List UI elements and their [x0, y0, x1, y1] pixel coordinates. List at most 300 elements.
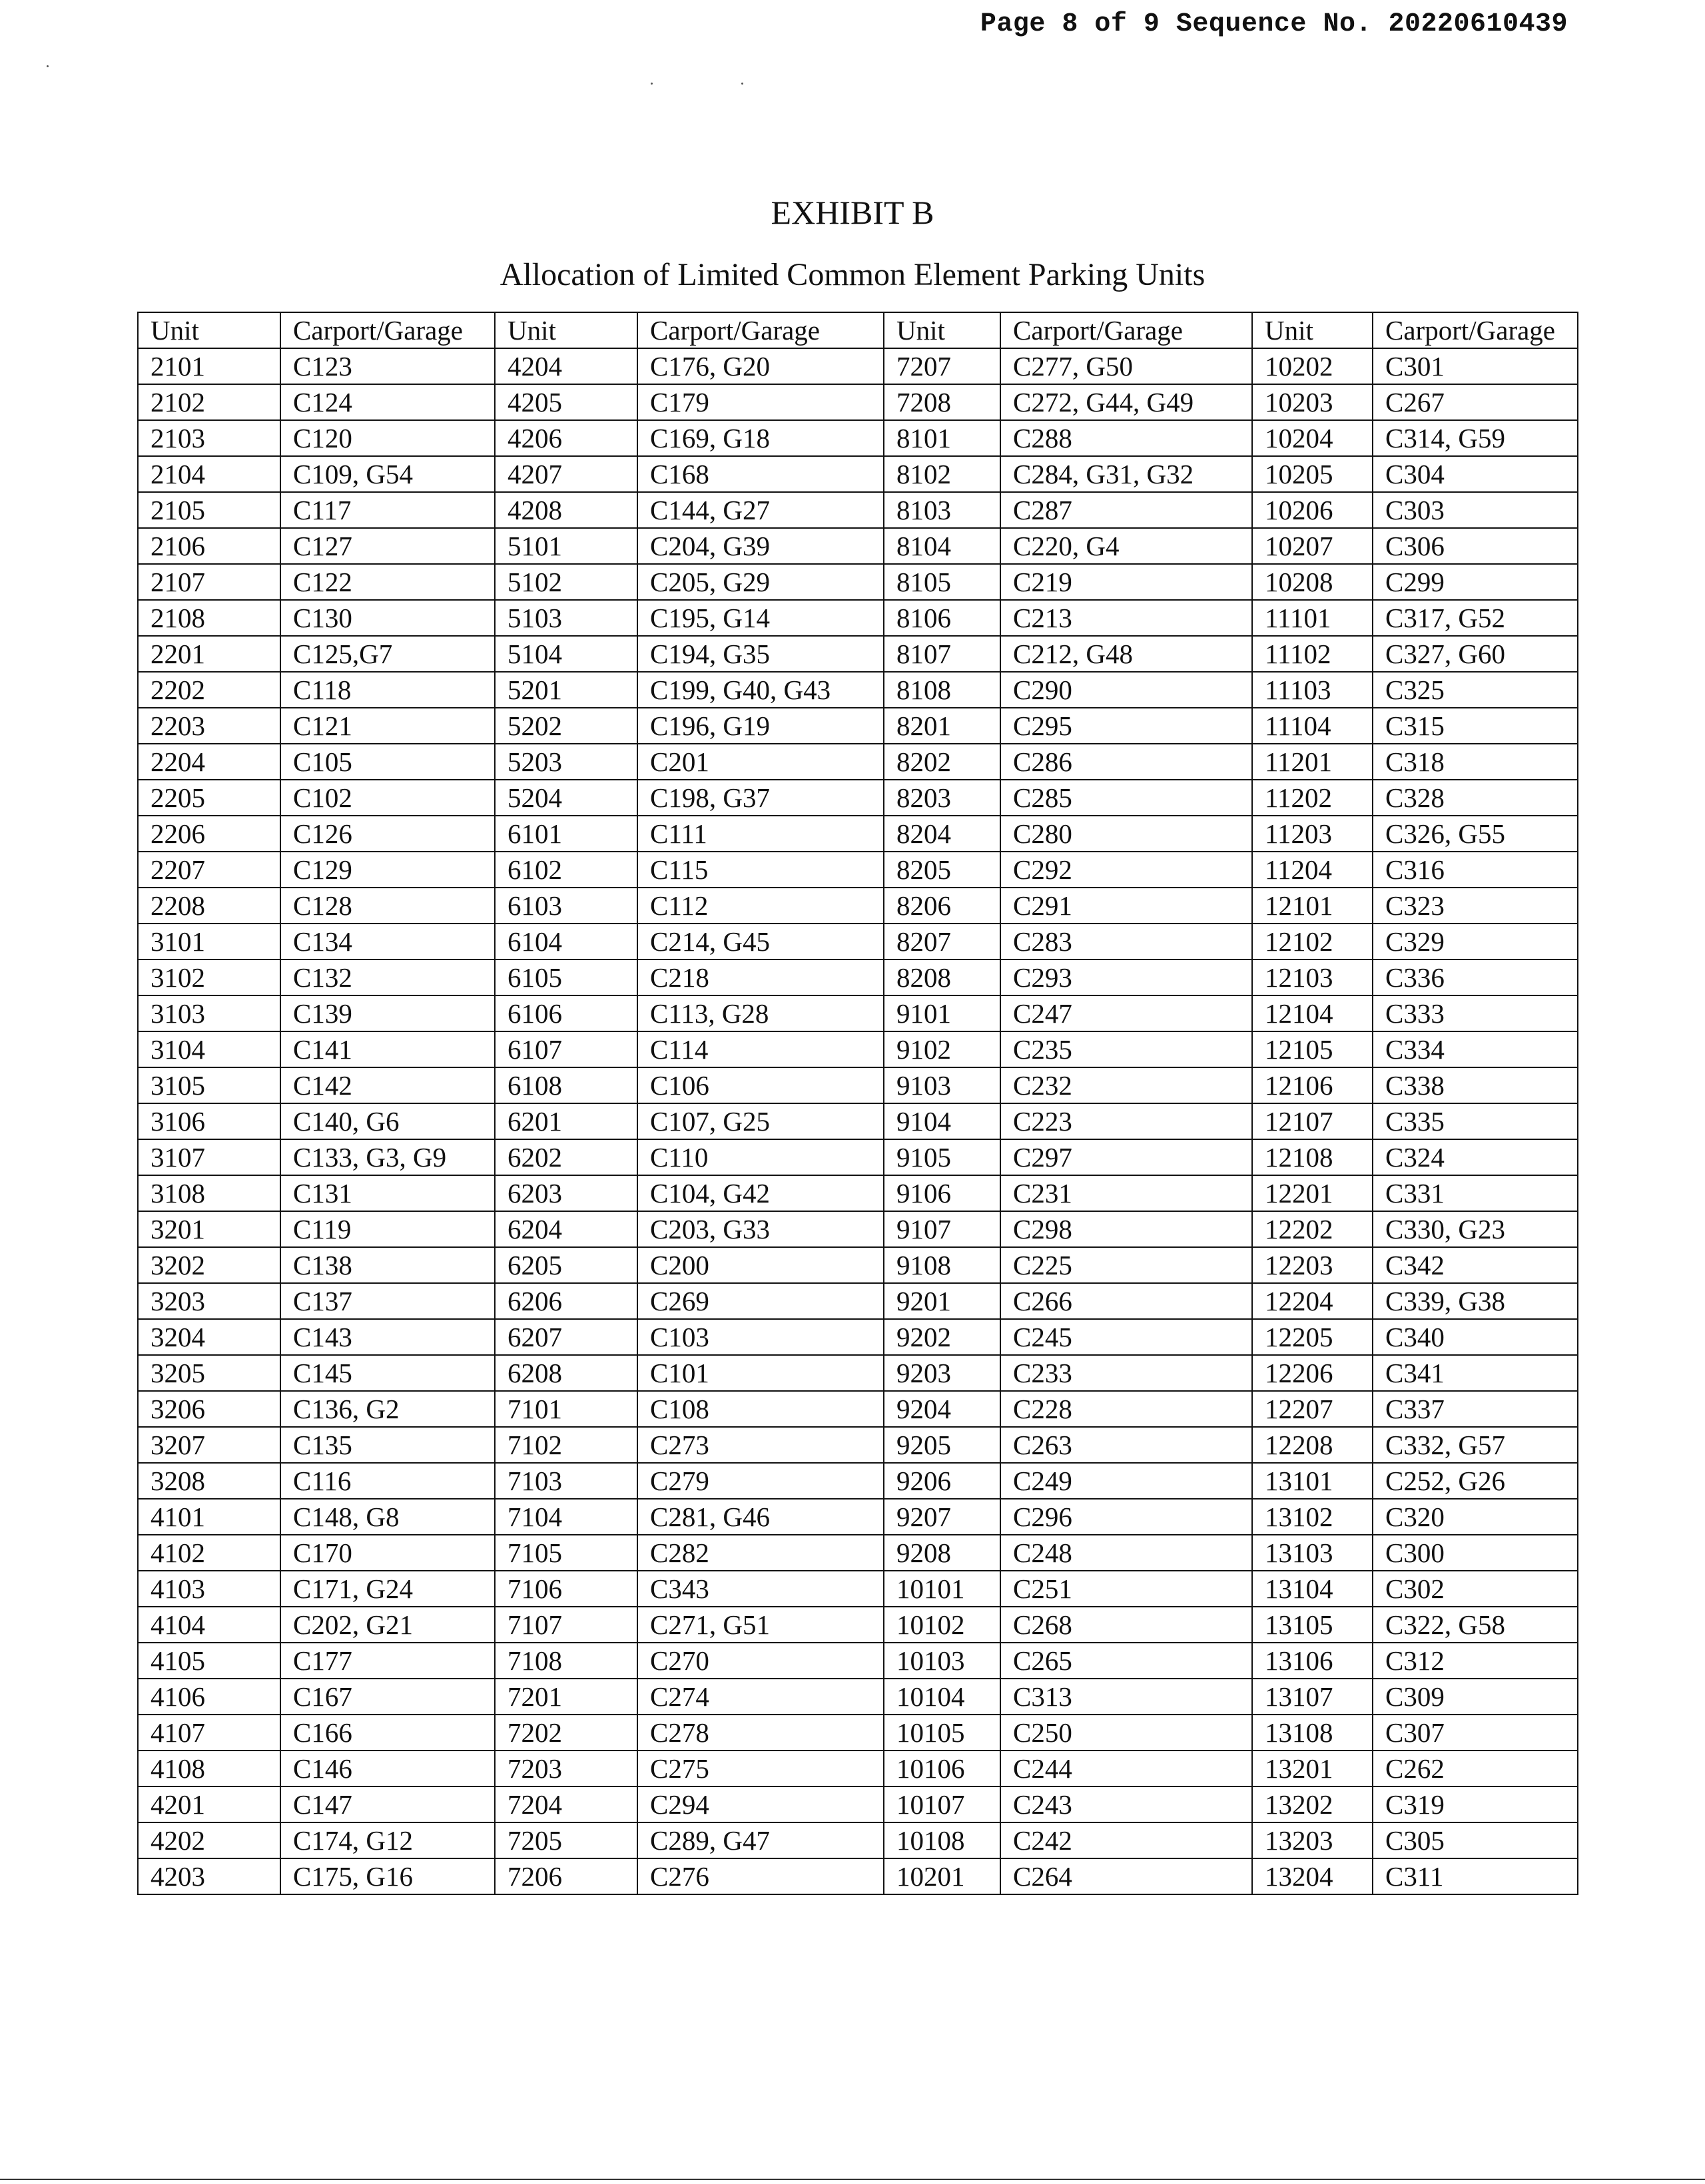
table-row: [138, 528, 1578, 564]
unit-cell: 6202: [495, 1139, 637, 1175]
unit-cell: 4207: [495, 456, 637, 492]
unit-cell: 6204: [495, 1211, 637, 1247]
carport-garage-cell: C313: [1000, 1679, 1252, 1715]
unit-cell: 8203: [884, 780, 1000, 816]
table-row: [138, 1715, 1578, 1751]
unit-cell: 13103: [1252, 1535, 1373, 1571]
carport-garage-cell: C134: [280, 924, 495, 959]
carport-garage-cell: C316: [1373, 852, 1578, 888]
carport-garage-cell: C167: [280, 1679, 495, 1715]
carport-garage-cell: C112: [637, 888, 884, 924]
unit-cell: 5102: [495, 564, 637, 600]
unit-cell: 7203: [495, 1751, 637, 1786]
carport-garage-cell: C340: [1373, 1319, 1578, 1355]
carport-garage-cell: C279: [637, 1463, 884, 1499]
carport-garage-cell: C136, G2: [280, 1391, 495, 1427]
carport-garage-cell: C292: [1000, 852, 1252, 888]
carport-garage-cell: C272, G44, G49: [1000, 384, 1252, 420]
table-row: [138, 564, 1578, 600]
unit-cell: 8207: [884, 924, 1000, 959]
carport-garage-cell: C320: [1373, 1499, 1578, 1535]
carport-garage-cell: C194, G35: [637, 636, 884, 672]
carport-garage-cell: C290: [1000, 672, 1252, 708]
carport-garage-cell: C291: [1000, 888, 1252, 924]
unit-cell: 7201: [495, 1679, 637, 1715]
table-row: [138, 1571, 1578, 1607]
unit-cell: 4204: [495, 348, 637, 384]
unit-cell: 10202: [1252, 348, 1373, 384]
unit-cell: 6108: [495, 1067, 637, 1103]
unit-cell: 4208: [495, 492, 637, 528]
carport-garage-cell: C337: [1373, 1391, 1578, 1427]
unit-cell: 9107: [884, 1211, 1000, 1247]
scan-speck: [47, 65, 49, 67]
unit-cell: 10201: [884, 1858, 1000, 1894]
carport-garage-cell: C176, G20: [637, 348, 884, 384]
carport-garage-cell: C119: [280, 1211, 495, 1247]
carport-garage-cell: C334: [1373, 1031, 1578, 1067]
table-row: [138, 1103, 1578, 1139]
carport-garage-cell: C294: [637, 1786, 884, 1822]
carport-garage-cell: C117: [280, 492, 495, 528]
unit-cell: 9102: [884, 1031, 1000, 1067]
carport-garage-cell: C275: [637, 1751, 884, 1786]
unit-cell: 3206: [138, 1391, 280, 1427]
carport-garage-cell: C130: [280, 600, 495, 636]
unit-cell: 12103: [1252, 959, 1373, 995]
unit-cell: 9208: [884, 1535, 1000, 1571]
unit-cell: 7204: [495, 1786, 637, 1822]
unit-cell: 4106: [138, 1679, 280, 1715]
carport-garage-cell: C314, G59: [1373, 420, 1578, 456]
table-row: [138, 1499, 1578, 1535]
unit-cell: 12108: [1252, 1139, 1373, 1175]
carport-garage-cell: C143: [280, 1319, 495, 1355]
table-row: [138, 959, 1578, 995]
page-bottom-edge: [0, 2179, 1705, 2180]
unit-cell: 13102: [1252, 1499, 1373, 1535]
table-row: [138, 1391, 1578, 1427]
table-row: [138, 636, 1578, 672]
carport-garage-cell: C177: [280, 1643, 495, 1679]
unit-cell: 3204: [138, 1319, 280, 1355]
carport-garage-cell: C202, G21: [280, 1607, 495, 1643]
carport-garage-cell: C243: [1000, 1786, 1252, 1822]
unit-cell: 12106: [1252, 1067, 1373, 1103]
unit-cell: 5104: [495, 636, 637, 672]
unit-cell: 9108: [884, 1247, 1000, 1283]
carport-garage-cell: C278: [637, 1715, 884, 1751]
table-row: [138, 924, 1578, 959]
unit-cell: 4102: [138, 1535, 280, 1571]
unit-cell: 10103: [884, 1643, 1000, 1679]
carport-garage-cell: C113, G28: [637, 995, 884, 1031]
unit-cell: 13108: [1252, 1715, 1373, 1751]
carport-garage-cell: C101: [637, 1355, 884, 1391]
unit-cell: 2204: [138, 744, 280, 780]
carport-garage-cell: C322, G58: [1373, 1607, 1578, 1643]
unit-cell: 2106: [138, 528, 280, 564]
unit-cell: 10206: [1252, 492, 1373, 528]
carport-garage-cell: C277, G50: [1000, 348, 1252, 384]
unit-cell: 6207: [495, 1319, 637, 1355]
unit-cell: 10203: [1252, 384, 1373, 420]
unit-cell: 12207: [1252, 1391, 1373, 1427]
table-row: [138, 1247, 1578, 1283]
table-row: [138, 384, 1578, 420]
unit-cell: 8104: [884, 528, 1000, 564]
carport-garage-cell: C179: [637, 384, 884, 420]
unit-cell: 12202: [1252, 1211, 1373, 1247]
unit-cell: 4203: [138, 1858, 280, 1894]
table-row: [138, 1427, 1578, 1463]
unit-cell: 4104: [138, 1607, 280, 1643]
carport-garage-cell: C232: [1000, 1067, 1252, 1103]
unit-cell: 9204: [884, 1391, 1000, 1427]
unit-cell: 8108: [884, 672, 1000, 708]
unit-cell: 6102: [495, 852, 637, 888]
unit-cell: 3203: [138, 1283, 280, 1319]
unit-cell: 13106: [1252, 1643, 1373, 1679]
carport-garage-cell: C107, G25: [637, 1103, 884, 1139]
table-row: [138, 1463, 1578, 1499]
carport-garage-cell: C126: [280, 816, 495, 852]
unit-cell: 12208: [1252, 1427, 1373, 1463]
unit-cell: 2108: [138, 600, 280, 636]
table-row: [138, 1679, 1578, 1715]
column-header: Carport/Garage: [280, 312, 495, 348]
unit-cell: 5202: [495, 708, 637, 744]
unit-cell: 9203: [884, 1355, 1000, 1391]
carport-garage-cell: C283: [1000, 924, 1252, 959]
carport-garage-cell: C171, G24: [280, 1571, 495, 1607]
unit-cell: 3202: [138, 1247, 280, 1283]
carport-garage-cell: C336: [1373, 959, 1578, 995]
carport-garage-cell: C131: [280, 1175, 495, 1211]
carport-garage-cell: C282: [637, 1535, 884, 1571]
unit-cell: 10205: [1252, 456, 1373, 492]
carport-garage-cell: C331: [1373, 1175, 1578, 1211]
table-row: [138, 1175, 1578, 1211]
table-row: [138, 1751, 1578, 1786]
carport-garage-cell: C329: [1373, 924, 1578, 959]
unit-cell: 11204: [1252, 852, 1373, 888]
carport-garage-cell: C325: [1373, 672, 1578, 708]
unit-cell: 2208: [138, 888, 280, 924]
carport-garage-cell: C339, G38: [1373, 1283, 1578, 1319]
column-header: Unit: [495, 312, 637, 348]
carport-garage-cell: C245: [1000, 1319, 1252, 1355]
carport-garage-cell: C175, G16: [280, 1858, 495, 1894]
carport-garage-cell: C335: [1373, 1103, 1578, 1139]
carport-garage-cell: C306: [1373, 528, 1578, 564]
unit-cell: 9207: [884, 1499, 1000, 1535]
carport-garage-cell: C307: [1373, 1715, 1578, 1751]
table-row: [138, 1355, 1578, 1391]
carport-garage-cell: C281, G46: [637, 1499, 884, 1535]
unit-cell: 3104: [138, 1031, 280, 1067]
page-subtitle: Allocation of Limited Common Element Parking Units: [500, 257, 1205, 292]
carport-garage-cell: C205, G29: [637, 564, 884, 600]
unit-cell: 6201: [495, 1103, 637, 1139]
table-row: [138, 708, 1578, 744]
unit-cell: 3101: [138, 924, 280, 959]
unit-cell: 8105: [884, 564, 1000, 600]
unit-cell: 10207: [1252, 528, 1373, 564]
unit-cell: 8106: [884, 600, 1000, 636]
unit-cell: 3201: [138, 1211, 280, 1247]
carport-garage-cell: C299: [1373, 564, 1578, 600]
carport-garage-cell: C146: [280, 1751, 495, 1786]
carport-garage-cell: C266: [1000, 1283, 1252, 1319]
column-header: Unit: [138, 312, 280, 348]
unit-cell: 2102: [138, 384, 280, 420]
carport-garage-cell: C137: [280, 1283, 495, 1319]
unit-cell: 7106: [495, 1571, 637, 1607]
unit-cell: 6206: [495, 1283, 637, 1319]
unit-cell: 5201: [495, 672, 637, 708]
carport-garage-cell: C170: [280, 1535, 495, 1571]
unit-cell: 8102: [884, 456, 1000, 492]
carport-garage-cell: C248: [1000, 1535, 1252, 1571]
carport-garage-cell: C280: [1000, 816, 1252, 852]
unit-cell: 6208: [495, 1355, 637, 1391]
carport-garage-cell: C104, G42: [637, 1175, 884, 1211]
carport-garage-cell: C169, G18: [637, 420, 884, 456]
carport-garage-cell: C144, G27: [637, 492, 884, 528]
carport-garage-cell: C108: [637, 1391, 884, 1427]
carport-garage-cell: C270: [637, 1643, 884, 1679]
carport-garage-cell: C148, G8: [280, 1499, 495, 1535]
carport-garage-cell: C242: [1000, 1822, 1252, 1858]
unit-cell: 5103: [495, 600, 637, 636]
carport-garage-cell: C105: [280, 744, 495, 780]
carport-garage-cell: C138: [280, 1247, 495, 1283]
unit-cell: 10106: [884, 1751, 1000, 1786]
table-row: [138, 492, 1578, 528]
unit-cell: 2105: [138, 492, 280, 528]
unit-cell: 10104: [884, 1679, 1000, 1715]
carport-garage-cell: C204, G39: [637, 528, 884, 564]
carport-garage-cell: C295: [1000, 708, 1252, 744]
carport-garage-cell: C114: [637, 1031, 884, 1067]
carport-garage-cell: C247: [1000, 995, 1252, 1031]
carport-garage-cell: C103: [637, 1319, 884, 1355]
unit-cell: 9202: [884, 1319, 1000, 1355]
table-row: [138, 1283, 1578, 1319]
unit-cell: 12201: [1252, 1175, 1373, 1211]
unit-cell: 9205: [884, 1427, 1000, 1463]
carport-garage-cell: C284, G31, G32: [1000, 456, 1252, 492]
unit-cell: 4101: [138, 1499, 280, 1535]
unit-cell: 6205: [495, 1247, 637, 1283]
unit-cell: 11103: [1252, 672, 1373, 708]
table-row: [138, 600, 1578, 636]
unit-cell: 12204: [1252, 1283, 1373, 1319]
unit-cell: 11101: [1252, 600, 1373, 636]
carport-garage-cell: C317, G52: [1373, 600, 1578, 636]
carport-garage-cell: C338: [1373, 1067, 1578, 1103]
carport-garage-cell: C231: [1000, 1175, 1252, 1211]
column-header: Carport/Garage: [1000, 312, 1252, 348]
carport-garage-cell: C287: [1000, 492, 1252, 528]
carport-garage-cell: C305: [1373, 1822, 1578, 1858]
carport-garage-cell: C303: [1373, 492, 1578, 528]
unit-cell: 2207: [138, 852, 280, 888]
carport-garage-cell: C286: [1000, 744, 1252, 780]
unit-cell: 8208: [884, 959, 1000, 995]
carport-garage-cell: C142: [280, 1067, 495, 1103]
carport-garage-cell: C201: [637, 744, 884, 780]
carport-garage-cell: C265: [1000, 1643, 1252, 1679]
unit-cell: 10102: [884, 1607, 1000, 1643]
unit-cell: 11203: [1252, 816, 1373, 852]
unit-cell: 12107: [1252, 1103, 1373, 1139]
unit-cell: 8107: [884, 636, 1000, 672]
carport-garage-cell: C274: [637, 1679, 884, 1715]
carport-garage-cell: C319: [1373, 1786, 1578, 1822]
carport-garage-cell: C252, G26: [1373, 1463, 1578, 1499]
table-header-row: [138, 312, 1578, 348]
unit-cell: 3207: [138, 1427, 280, 1463]
carport-garage-cell: C264: [1000, 1858, 1252, 1894]
carport-garage-cell: C120: [280, 420, 495, 456]
carport-garage-cell: C311: [1373, 1858, 1578, 1894]
carport-garage-cell: C166: [280, 1715, 495, 1751]
table-row: [138, 1643, 1578, 1679]
unit-cell: 8202: [884, 744, 1000, 780]
carport-garage-cell: C324: [1373, 1139, 1578, 1175]
carport-garage-cell: C218: [637, 959, 884, 995]
carport-garage-cell: C323: [1373, 888, 1578, 924]
unit-cell: 4205: [495, 384, 637, 420]
carport-garage-cell: C343: [637, 1571, 884, 1607]
carport-garage-cell: C125,G7: [280, 636, 495, 672]
table-row: [138, 1607, 1578, 1643]
unit-cell: 10208: [1252, 564, 1373, 600]
unit-cell: 12205: [1252, 1319, 1373, 1355]
unit-cell: 3105: [138, 1067, 280, 1103]
carport-garage-cell: C213: [1000, 600, 1252, 636]
carport-garage-cell: C168: [637, 456, 884, 492]
scan-speck: [651, 83, 653, 85]
carport-garage-cell: C250: [1000, 1715, 1252, 1751]
unit-cell: 8204: [884, 816, 1000, 852]
unit-cell: 11202: [1252, 780, 1373, 816]
carport-garage-cell: C199, G40, G43: [637, 672, 884, 708]
unit-cell: 4202: [138, 1822, 280, 1858]
carport-garage-cell: C116: [280, 1463, 495, 1499]
unit-cell: 5204: [495, 780, 637, 816]
unit-cell: 11104: [1252, 708, 1373, 744]
column-header: Carport/Garage: [1373, 312, 1578, 348]
carport-garage-cell: C298: [1000, 1211, 1252, 1247]
table-row: [138, 852, 1578, 888]
unit-cell: 10105: [884, 1715, 1000, 1751]
unit-cell: 4108: [138, 1751, 280, 1786]
table-row: [138, 1031, 1578, 1067]
carport-garage-cell: C128: [280, 888, 495, 924]
carport-garage-cell: C276: [637, 1858, 884, 1894]
carport-garage-cell: C293: [1000, 959, 1252, 995]
unit-cell: 10204: [1252, 420, 1373, 456]
carport-garage-cell: C228: [1000, 1391, 1252, 1427]
table-row: [138, 1535, 1578, 1571]
carport-garage-cell: C233: [1000, 1355, 1252, 1391]
carport-garage-cell: C223: [1000, 1103, 1252, 1139]
carport-garage-cell: C309: [1373, 1679, 1578, 1715]
table-row: [138, 1211, 1578, 1247]
carport-garage-cell: C133, G3, G9: [280, 1139, 495, 1175]
carport-garage-cell: C127: [280, 528, 495, 564]
unit-cell: 4201: [138, 1786, 280, 1822]
table-row: [138, 888, 1578, 924]
table-row: [138, 1822, 1578, 1858]
carport-garage-cell: C102: [280, 780, 495, 816]
table-row: [138, 420, 1578, 456]
carport-garage-cell: C315: [1373, 708, 1578, 744]
carport-garage-cell: C318: [1373, 744, 1578, 780]
carport-garage-cell: C122: [280, 564, 495, 600]
table-row: [138, 744, 1578, 780]
carport-garage-cell: C268: [1000, 1607, 1252, 1643]
unit-cell: 9206: [884, 1463, 1000, 1499]
carport-garage-cell: C288: [1000, 420, 1252, 456]
carport-garage-cell: C200: [637, 1247, 884, 1283]
parking-allocation-table: [137, 312, 1578, 1895]
unit-cell: 12105: [1252, 1031, 1373, 1067]
carport-garage-cell: C121: [280, 708, 495, 744]
unit-cell: 12203: [1252, 1247, 1373, 1283]
unit-cell: 7202: [495, 1715, 637, 1751]
unit-cell: 13101: [1252, 1463, 1373, 1499]
page-sequence-header: Page 8 of 9 Sequence No. 20220610439: [980, 9, 1568, 39]
unit-cell: 13104: [1252, 1571, 1373, 1607]
carport-garage-cell: C145: [280, 1355, 495, 1391]
unit-cell: 7103: [495, 1463, 637, 1499]
unit-cell: 7206: [495, 1858, 637, 1894]
table-row: [138, 672, 1578, 708]
unit-cell: 6107: [495, 1031, 637, 1067]
carport-garage-cell: C115: [637, 852, 884, 888]
carport-garage-cell: C312: [1373, 1643, 1578, 1679]
page-title: EXHIBIT B: [771, 194, 934, 231]
unit-cell: 2201: [138, 636, 280, 672]
unit-cell: 7207: [884, 348, 1000, 384]
unit-cell: 12206: [1252, 1355, 1373, 1391]
unit-cell: 6103: [495, 888, 637, 924]
unit-cell: 12102: [1252, 924, 1373, 959]
unit-cell: 13201: [1252, 1751, 1373, 1786]
unit-cell: 8206: [884, 888, 1000, 924]
carport-garage-cell: C285: [1000, 780, 1252, 816]
unit-cell: 7107: [495, 1607, 637, 1643]
unit-cell: 13105: [1252, 1607, 1373, 1643]
carport-garage-cell: C269: [637, 1283, 884, 1319]
unit-cell: 6105: [495, 959, 637, 995]
unit-cell: 8205: [884, 852, 1000, 888]
carport-garage-cell: C271, G51: [637, 1607, 884, 1643]
carport-garage-cell: C147: [280, 1786, 495, 1822]
table-row: [138, 995, 1578, 1031]
carport-garage-cell: C326, G55: [1373, 816, 1578, 852]
carport-garage-cell: C235: [1000, 1031, 1252, 1067]
unit-cell: 9104: [884, 1103, 1000, 1139]
carport-garage-cell: C225: [1000, 1247, 1252, 1283]
unit-cell: 5101: [495, 528, 637, 564]
carport-garage-cell: C273: [637, 1427, 884, 1463]
unit-cell: 13202: [1252, 1786, 1373, 1822]
